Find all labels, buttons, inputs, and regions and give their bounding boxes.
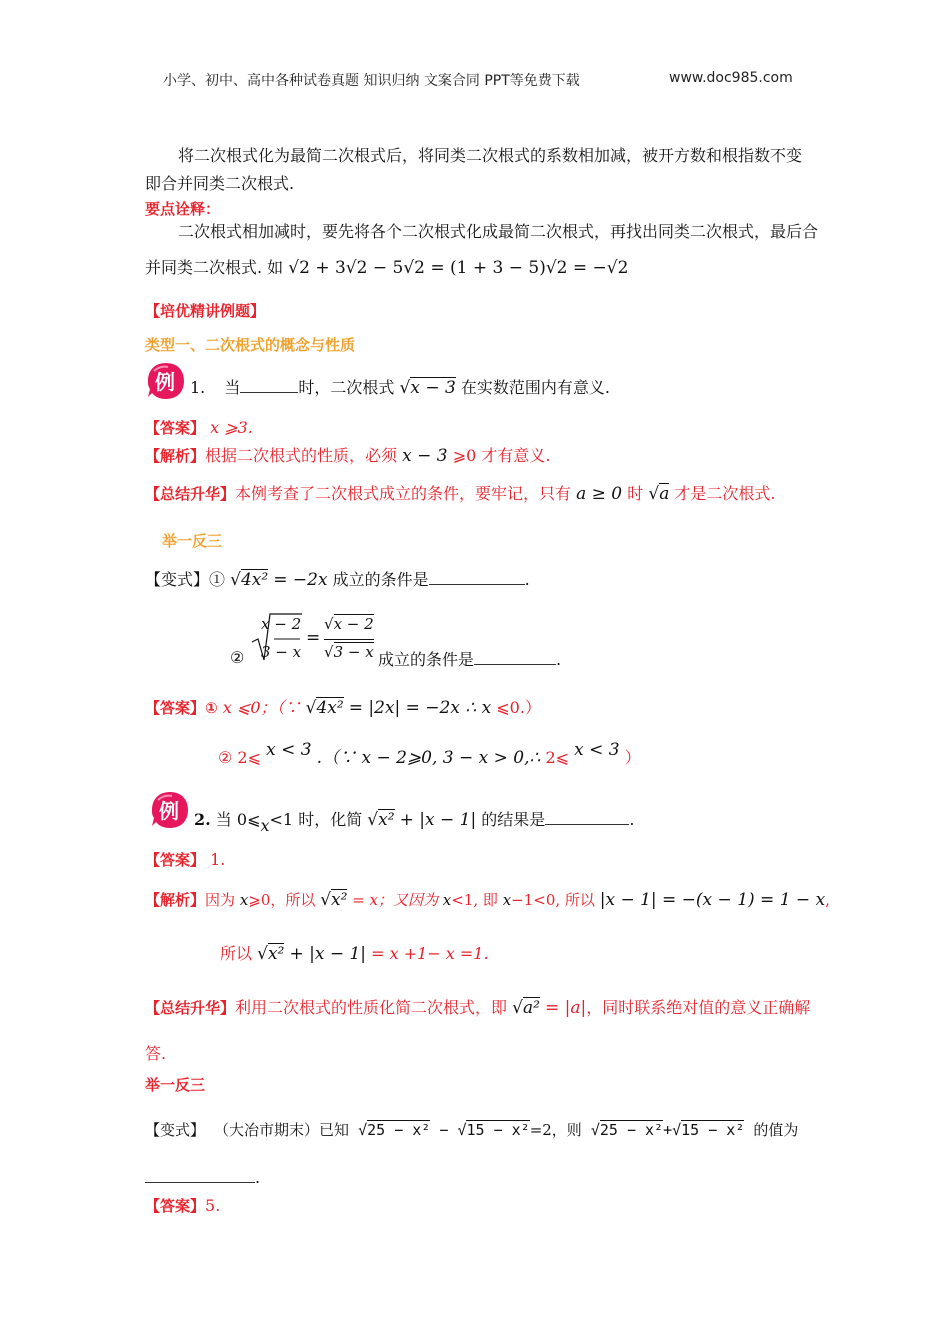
practice-1-tail-1: 成立的条件是 — [332, 570, 429, 589]
example-2-line2-sqrt: √x² — [257, 944, 285, 964]
example-2-analysis-line-2 — [220, 944, 489, 964]
practice-2-answer — [145, 1196, 220, 1216]
example-1-analysis-label: 【解析】 — [145, 447, 206, 465]
practice-2-blank-row — [145, 1166, 260, 1188]
example-2-summary-label: 【总结升华】 — [145, 999, 236, 1017]
example-2-q-b: <1 时，化简 — [269, 810, 363, 829]
example-2-analysis-d: <1, 即 — [451, 891, 498, 909]
practice-1-answer-2 — [218, 740, 641, 768]
practice-1-frac-den-left: 3 − x — [261, 643, 302, 661]
intro-line-1: 将二次根式化为最简二次根式后，将同类二次根式的系数相加减，被开方数和根指数不变 — [178, 146, 803, 165]
example-2-sqrt: √x² — [367, 810, 395, 830]
practice-1-frac-num-left: x − 2 — [261, 615, 302, 633]
example-2-question — [194, 808, 635, 835]
practice-1-answer-2-c: .（∵ x − 2⩾0, 3 − x > 0,∴ — [316, 748, 541, 768]
example-2-analysis-b: ⩾0，所以 — [248, 891, 316, 909]
section-title: 【培优精讲例题】 — [145, 302, 266, 320]
example-2-badge-char: 例 — [159, 799, 179, 823]
practice-1-frac-num-right: √x − 2 — [324, 615, 374, 633]
practice-1-sqrt-1: √4x² — [230, 570, 269, 590]
example-1-summary-sqrt: √a — [648, 484, 670, 504]
practice-1-label: 【变式】① — [145, 570, 226, 589]
practice-1-end-1: . — [524, 570, 530, 589]
practice-1-answer-2-f: ） — [624, 748, 641, 767]
practice-2-answer-label: 【答案】 — [145, 1197, 206, 1215]
example-2-analysis-g: , — [825, 891, 830, 909]
practice-1-tail-2: 成立的条件是 — [378, 650, 475, 669]
practice-2-minus: − — [439, 1121, 449, 1139]
example-2-answer — [145, 850, 225, 870]
practice-1-end-2: . — [556, 650, 562, 669]
example-2-number: 2. — [194, 810, 211, 829]
example-2-line2-c: = x +1− x =1. — [371, 944, 489, 963]
example-1-summary-label: 【总结升华】 — [145, 485, 236, 503]
example-2-analysis-x1: x — [239, 891, 249, 909]
practice-1-answer-1 — [145, 698, 541, 718]
example-1-answer-value: x ⩾3. — [210, 418, 253, 437]
example-1-radicand: x − 3 — [410, 378, 456, 398]
example-2-answer-value: 1. — [210, 850, 226, 869]
practice-1-item-1 — [145, 568, 530, 590]
practice-1-answer-2-a: ② 2⩽ — [218, 748, 262, 767]
example-2-summary-d: 答. — [145, 1044, 167, 1063]
practice-2-text-c: 的值为 — [753, 1121, 799, 1139]
practice-1-rhs-1: = −2x — [273, 570, 328, 590]
example-1-summary-c: 才是二次根式. — [674, 484, 776, 503]
example-1-answer — [145, 418, 253, 438]
example-2-analysis — [145, 890, 830, 910]
example-2-summary — [145, 998, 810, 1018]
type1-title: 类型一、二次根式的概念与性质 — [145, 336, 356, 354]
practice-1-answer-2-d: 2⩽ — [545, 748, 570, 767]
practice-2-label: 【变式】 — [145, 1121, 206, 1139]
practice-1-radicand-1: 4x² — [240, 570, 269, 590]
practice-1-answer-label: 【答案】① — [145, 699, 218, 717]
example-2-summary-a: 利用二次根式的性质化简二次根式，即 — [235, 998, 508, 1017]
header-tagline: 小学、初中、高中各种试卷真题 知识归纳 文案合同 PPT等免费下载 — [163, 73, 580, 89]
keypoint-line-2-prefix: 并同类二次根式. 如 — [145, 258, 284, 277]
example-2-q-a: 当 0⩽ — [215, 810, 261, 829]
example-2-line2-a: 所以 — [220, 944, 253, 963]
practice-2-root-1: √25 − x² — [358, 1121, 431, 1139]
practice-1-circle-2: ② — [230, 648, 245, 667]
intro-line-2: 即合并同类二次根式. — [145, 174, 295, 193]
practice-2-root-2: √15 − x² — [457, 1121, 530, 1139]
practice-2-question — [145, 1120, 798, 1140]
example-1-blank[interactable] — [240, 376, 298, 393]
example-1-summary — [145, 484, 776, 504]
practice-1-answer-1-a: x ⩽0；（∵ — [222, 698, 301, 717]
example-1-sqrt: √x − 3 — [399, 378, 456, 398]
example-2-analysis-f: |x − 1| = −(x − 1) = 1 − x — [599, 890, 826, 910]
example-2-analysis-label: 【解析】 — [145, 891, 206, 909]
example-1-q-c: 在实数范围内有意义. — [460, 378, 610, 397]
header-site-link[interactable]: www.doc985.com — [669, 70, 793, 86]
example-2-summary-b: = |a| — [545, 998, 587, 1018]
example-2-q-c: 的结果是 — [481, 810, 546, 829]
example-2-abs: + |x − 1| — [399, 810, 477, 830]
practice-1-blank-1[interactable] — [429, 568, 525, 585]
example-1-analysis-math: x − 3 — [402, 446, 448, 466]
practice-1-answer-2-e: x < 3 — [574, 740, 620, 760]
example-1-badge-char: 例 — [155, 370, 175, 394]
example-2-blank[interactable] — [545, 808, 629, 825]
practice-1-answer-1-c: ⩽0.） — [496, 698, 541, 717]
practice-1-answer-1-b: = |2x| = −2x ∴ x — [348, 698, 492, 718]
practice-1-frac-den-right: √3 − x — [324, 643, 374, 661]
example-1-question — [190, 376, 610, 398]
example-1-summary-math: a ≥ 0 — [576, 484, 623, 504]
example-2-line2-b: + |x − 1| — [289, 944, 367, 964]
example-1-analysis-a: 根据二次根式的性质，必须 — [205, 446, 398, 465]
practice-1-answer-sqrt: √4x² — [305, 698, 344, 718]
practice-1-frac-bar — [324, 639, 374, 640]
example-1-summary-b: 时 — [627, 484, 644, 503]
example-1-answer-label: 【答案】 — [145, 419, 206, 437]
example-1-analysis — [145, 446, 550, 466]
keypoint-formula: √2 + 3√2 − 5√2 = (1 + 3 − 5)√2 = −√2 — [288, 258, 629, 278]
example-1-q-a: 当 — [224, 378, 241, 397]
example-2-answer-label: 【答案】 — [145, 851, 206, 869]
example-2-badge — [150, 790, 190, 830]
practice-2-end: . — [255, 1168, 261, 1187]
example-1-badge — [146, 361, 186, 401]
practice-2-blank[interactable] — [145, 1166, 255, 1183]
practice-2-plus: + — [663, 1121, 673, 1139]
example-2-summary-sqrt: √a² — [512, 998, 540, 1018]
example-2-analysis-e: −1<0, 所以 — [511, 891, 595, 909]
practice-1-equals: = — [306, 628, 321, 648]
practice-1-answer-2-b: x < 3 — [266, 740, 312, 760]
example-1-analysis-b: ⩾0 才有意义. — [452, 446, 551, 465]
keypoint-title: 要点诠释： — [145, 200, 221, 218]
practice-1-blank-2[interactable] — [474, 648, 556, 665]
keypoint-line-1: 二次根式相加减时，要先将各个二次根式化成最简二次根式，再找出同类二次根式，最后合 — [178, 222, 819, 241]
keypoint-line-2 — [145, 258, 628, 278]
example-2-analysis-x2: x — [442, 891, 452, 909]
practice-2-root-4: √15 − x² — [672, 1121, 745, 1139]
example-1-summary-a: 本例考查了二次根式成立的条件，要牢记，只有 — [235, 484, 572, 503]
practice-1-title: 举一反三 — [162, 532, 223, 550]
example-2-summary-c: ，同时联系绝对值的意义正确解 — [586, 998, 811, 1017]
practice-2-text-a: （大冶市期末）已知 — [214, 1121, 350, 1139]
example-1-q-b: 时，二次根式 — [298, 378, 395, 397]
practice-1-tail-2-wrap — [378, 648, 561, 670]
practice-2-root-3: √25 − x² — [590, 1121, 664, 1139]
example-2-end: . — [629, 810, 635, 829]
example-2-q-x: x — [260, 816, 270, 835]
practice-2-text-b: =2，则 — [529, 1121, 582, 1139]
example-2-analysis-sqrt: √x² — [320, 890, 348, 910]
example-1-summary-root: a — [659, 484, 670, 504]
practice-2-answer-value: 5. — [205, 1196, 221, 1215]
example-1-number: 1. — [190, 378, 206, 397]
example-2-analysis-x3: x — [502, 891, 512, 909]
example-2-analysis-c: = x；又因为 — [352, 891, 439, 909]
example-2-analysis-a: 因为 — [205, 891, 236, 909]
practice-2-title: 举一反三 — [145, 1076, 206, 1094]
